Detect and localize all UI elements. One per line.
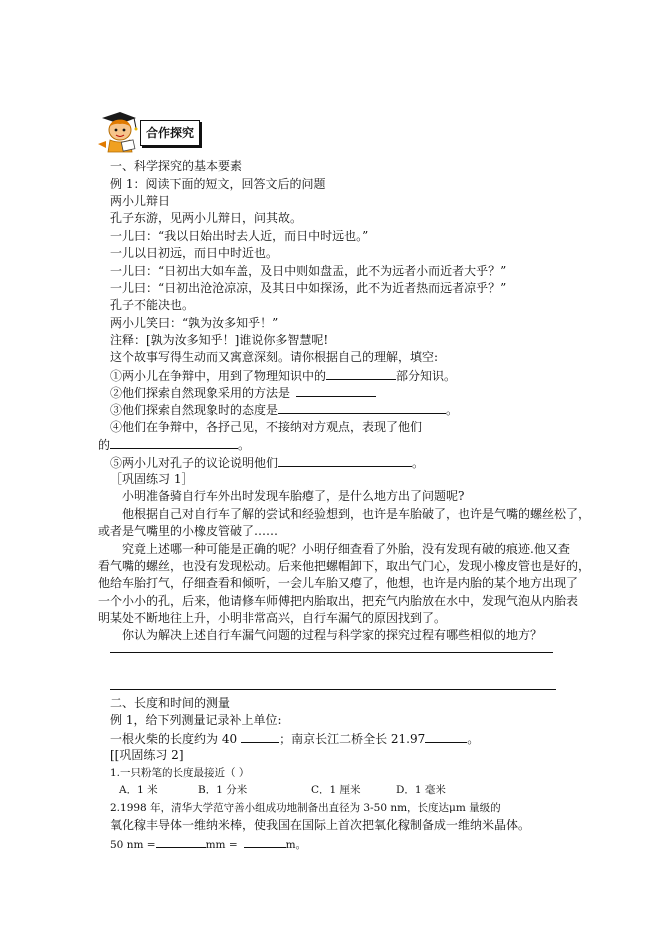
example-title: 例 1：阅读下面的短文，回答文后的问题 bbox=[110, 177, 326, 191]
blank[interactable] bbox=[241, 731, 279, 743]
story-line: 一儿曰：“我以日始出时去人近，而日中时远也。” bbox=[110, 229, 369, 243]
practice-line: 他根据自己对自行车了解的尝试和经验想到，也许是车胎破了，也许是气嘴的螺丝松了， bbox=[122, 507, 591, 521]
practice-line: 明某处不断地往上升，小明非常高兴，自行车漏气的原因找到了。 bbox=[98, 611, 447, 625]
practice-question-1: 1.一只粉笔的长度最接近（ ） bbox=[110, 767, 250, 779]
question-intro: 这个故事写得生动而又寓意深刻。请你根据自己的理解，填空: bbox=[110, 350, 439, 364]
practice-line: 看气嘴的螺丝，也没有发现松动。后来他把螺帽卸下，取出气门心，发现小橡皮管也是好的， bbox=[98, 559, 591, 573]
section-title: 一、科学探究的基本要素 bbox=[110, 159, 243, 173]
story-line: 孔子不能决也。 bbox=[110, 298, 195, 312]
conversion-question: 50 nm = mm = m。 bbox=[110, 836, 306, 852]
story-note: 注释：[孰为汝多知乎！]谁说你多智慧呢! bbox=[110, 333, 329, 347]
story-line: 一儿曰：“日初出沧沧凉凉，及其日中如探汤，此不为近者热而远者凉乎？” bbox=[110, 281, 507, 295]
practice-question-2-continued: 氧化稼丰导体一维纳米棒，使我国在国际上首次把氧化稼制备成一维纳米晶体。 bbox=[110, 818, 531, 832]
blank[interactable] bbox=[278, 402, 446, 414]
practice-line: 一个小小的孔，后来，他请修车师傅把内胎取出，把充气内胎放在水中，发现气泡从内胎表 bbox=[98, 594, 579, 608]
story-title: 两小儿辩日 bbox=[110, 194, 171, 208]
question-2: ②他们探索自然现象采用的方法是 bbox=[110, 385, 376, 400]
blank[interactable] bbox=[156, 836, 206, 848]
question-1: ①两小儿在争辩中，用到了物理知识中的 部分知识。 bbox=[110, 369, 457, 383]
option-a[interactable]: A．1 米 bbox=[119, 784, 158, 796]
measurement-question: 一根火柴的长度约为 40 ；南京长江二桥全长 21.97 。 bbox=[110, 732, 480, 746]
practice-question-2: 2.1998 年，清华大学范守善小组成功地制备出直径为 3-50 nm，长度达μm 量级的 bbox=[110, 802, 501, 814]
practice-line: 究竟上述哪一种可能是正确的呢？小明仔细查看了外胎，没有发现有破的痕迹.他又查 bbox=[122, 542, 570, 556]
section-badge: 合作探究 bbox=[140, 120, 200, 146]
practice-question: 你认为解决上述自行车漏气问题的过程与科学家的探究过程有哪些相似的地方？ bbox=[122, 628, 543, 642]
practice-line: 小明准备骑自行车外出时发现车胎瘪了，是什么地方出了问题呢? bbox=[122, 489, 465, 503]
blank[interactable] bbox=[278, 455, 412, 467]
blank[interactable] bbox=[110, 437, 238, 449]
practice-title: [[巩固练习 2] bbox=[110, 748, 184, 762]
header-badge bbox=[92, 110, 208, 156]
option-d[interactable]: D．1 毫米 bbox=[396, 784, 446, 796]
answer-line[interactable] bbox=[110, 689, 556, 690]
section-title: 二、长度和时间的测量 bbox=[110, 696, 231, 710]
blank[interactable] bbox=[326, 368, 396, 380]
example-title: 例 1，给下列测量记录补上单位: bbox=[110, 713, 282, 727]
answer-line[interactable] bbox=[110, 652, 553, 653]
blank[interactable] bbox=[425, 731, 467, 743]
question-3: ③他们探索自然现象时的态度是 。 bbox=[110, 403, 459, 417]
practice-line: 或者是气嘴里的小橡皮管破了…… bbox=[98, 524, 279, 538]
question-4: ④他们在争辩中，各抒己见，不接纳对方观点，表现了他们 bbox=[110, 420, 423, 434]
story-line: 两小儿笑曰：“孰为汝多知乎！” bbox=[110, 316, 279, 330]
blank[interactable] bbox=[296, 385, 376, 397]
question-5: ⑤两小儿对孔子的议论说明他们 。 bbox=[110, 456, 425, 470]
question-4-continued: 的 。 bbox=[98, 438, 251, 452]
practice-title: ［巩固练习 1］ bbox=[110, 472, 194, 486]
option-c[interactable]: C．1 厘米 bbox=[311, 784, 361, 796]
blank[interactable] bbox=[244, 836, 286, 848]
story-line: 一儿以日初远，而日中时近也。 bbox=[110, 246, 279, 260]
story-line: 一儿曰：“日初出大如车盖，及日中则如盘盂，此不为远者小而近者大乎？” bbox=[110, 264, 507, 278]
practice-line: 他给车胎打气，仔细查看和倾听，一会儿车胎又瘪了，他想，也许是内胎的某个地方出现了 bbox=[98, 576, 579, 590]
story-line: 孔子东游，见两小儿辩日，问其故。 bbox=[110, 211, 303, 225]
option-b[interactable]: B．1 分米 bbox=[198, 784, 248, 796]
